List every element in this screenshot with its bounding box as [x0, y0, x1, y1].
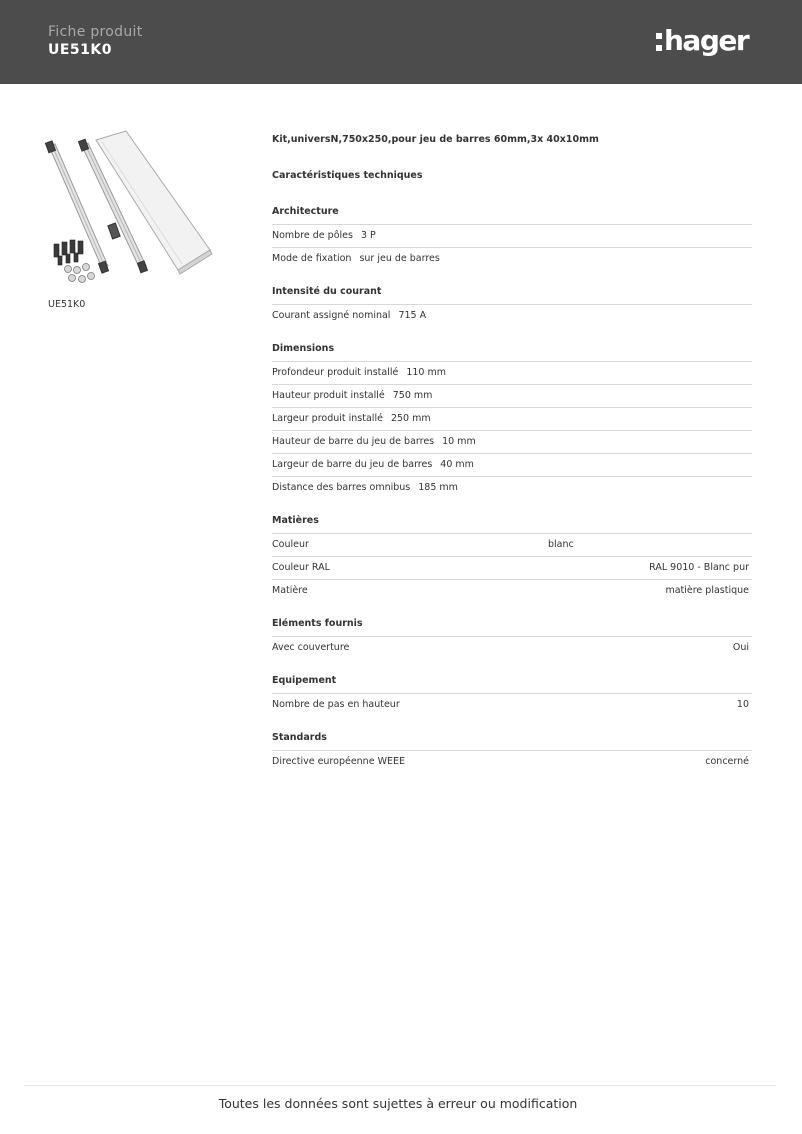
page-header [0, 0, 802, 84]
technical-characteristics-heading: Caractéristiques techniques [272, 170, 423, 181]
section-standards [272, 731, 752, 773]
spec-value: blanc [548, 539, 574, 550]
section-matieres [272, 514, 752, 602]
spec-value: sur jeu de barres [359, 253, 440, 264]
hager-logo [656, 22, 756, 62]
spec-value: 10 [736, 699, 749, 710]
spec-value: 750 mm [392, 390, 433, 401]
section-equipement [272, 674, 752, 716]
spec-row [272, 580, 752, 602]
section-title: Matières [272, 514, 752, 534]
spec-label: Hauteur produit installé [272, 390, 385, 401]
spec-value: concerné [705, 756, 749, 767]
spec-label: Largeur produit installé [272, 413, 383, 424]
section-intensite [272, 285, 752, 327]
spec-value: 40 mm [440, 459, 474, 470]
header-product-code: UE51K0 [48, 42, 113, 58]
spec-row [272, 637, 752, 659]
spec-row [272, 385, 752, 408]
spec-row [272, 477, 752, 499]
section-title: Standards [272, 731, 752, 751]
spec-row [272, 248, 752, 270]
spec-row [272, 362, 752, 385]
spec-label: Matière [272, 585, 308, 596]
spec-label: Distance des barres omnibus [272, 482, 411, 493]
footer-disclaimer: Toutes les données sont sujettes à erreur ou modification [218, 1096, 578, 1111]
product-image [44, 128, 214, 288]
spec-label: Couleur [272, 539, 309, 550]
spec-row [272, 305, 752, 327]
spec-value: 10 mm [442, 436, 476, 447]
spec-value: 3 P [360, 230, 376, 241]
product-content [272, 133, 752, 773]
section-architecture [272, 205, 752, 270]
spec-value: matière plastique [665, 585, 749, 596]
spec-value: 110 mm [406, 367, 446, 378]
section-title: Dimensions [272, 342, 752, 362]
section-title: Intensité du courant [272, 285, 752, 305]
spec-row [272, 408, 752, 431]
spec-label: Profondeur produit installé [272, 367, 399, 378]
header-label: Fiche produit [48, 24, 143, 40]
spec-label: Largeur de barre du jeu de barres [272, 459, 433, 470]
logo-text: hager [664, 24, 749, 57]
spec-label: Courant assigné nominal [272, 310, 391, 321]
spec-row [272, 694, 752, 716]
spec-label: Nombre de pôles [272, 230, 353, 241]
spec-label: Nombre de pas en hauteur [272, 699, 400, 710]
product-title: Kit,universN,750x250,pour jeu de barres 60mm,3x 40x10mm [272, 134, 599, 145]
section-title: Eléments fournis [272, 617, 752, 637]
section-title: Equipement [272, 674, 752, 694]
spec-value: 715 A [398, 310, 427, 321]
section-elements-fournis [272, 617, 752, 659]
image-caption: UE51K0 [48, 299, 86, 310]
spec-label: Mode de fixation [272, 253, 352, 264]
spec-label: Couleur RAL [272, 562, 330, 573]
spec-value: 185 mm [418, 482, 458, 493]
spec-row [272, 534, 752, 557]
spec-value: RAL 9010 - Blanc pur [649, 562, 749, 573]
spec-label: Hauteur de barre du jeu de barres [272, 436, 435, 447]
spec-row [272, 431, 752, 454]
spec-row [272, 751, 752, 773]
spec-row [272, 557, 752, 580]
section-title: Architecture [272, 205, 752, 225]
section-dimensions [272, 342, 752, 499]
spec-row [272, 454, 752, 477]
spec-value: Oui [732, 642, 749, 653]
spec-value: 250 mm [390, 413, 431, 424]
footer-divider [24, 1085, 776, 1086]
spec-label: Directive européenne WEEE [272, 756, 405, 767]
spec-label: Avec couverture [272, 642, 350, 653]
spec-row [272, 225, 752, 248]
logo-colon-mark [656, 33, 664, 53]
